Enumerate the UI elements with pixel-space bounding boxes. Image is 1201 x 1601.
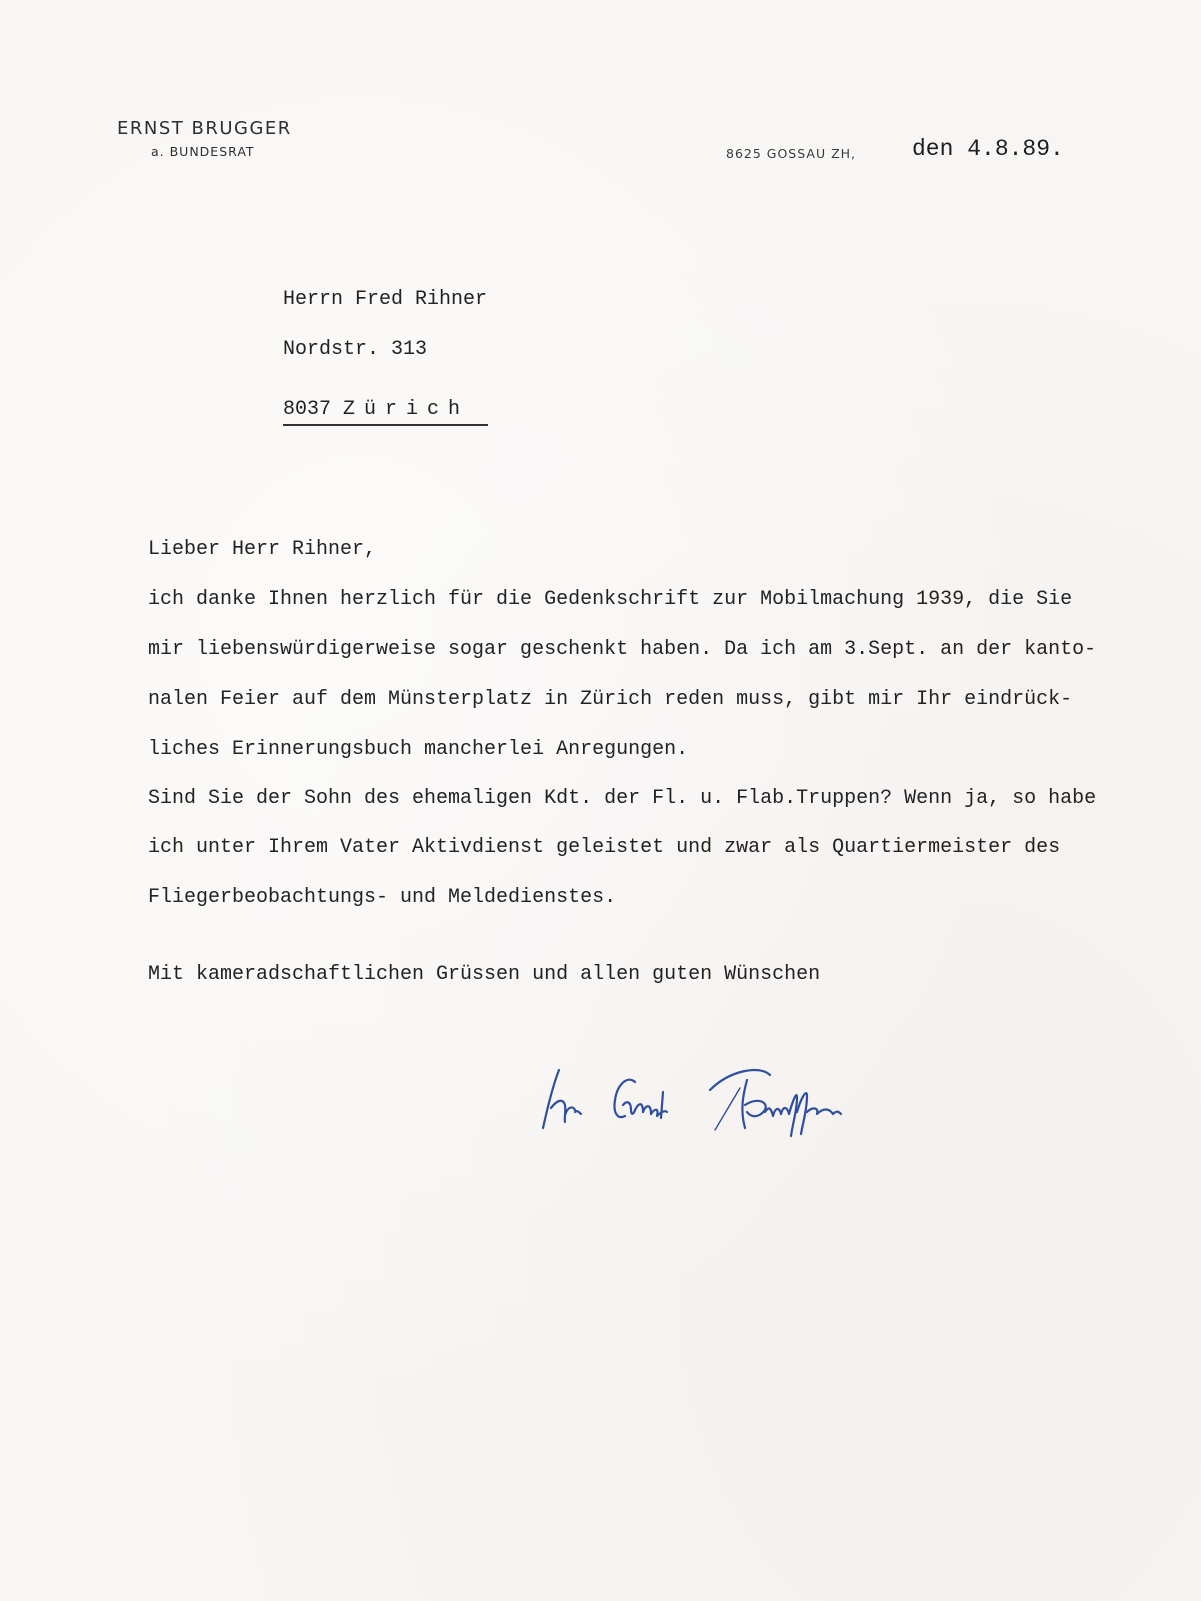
body-line: Fliegerbeobachtungs- und Meldedienstes. — [148, 886, 617, 909]
letterhead-name: ERNST BRUGGER — [117, 118, 292, 139]
recipient-name: Herrn Fred Rihner — [283, 288, 488, 311]
salutation: Lieber Herr Rihner, — [148, 538, 377, 561]
recipient-postal-code: 8037 — [283, 398, 332, 421]
recipient-city-line — [283, 400, 469, 420]
body-line: nalen Feier auf dem Münsterplatz in Zürich reden muss, gibt mir Ihr eindrück- — [148, 688, 1073, 711]
body-line: liches Erinnerungsbuch mancherlei Anregungen. — [148, 738, 689, 761]
body-line: Sind Sie der Sohn des ehemaligen Kdt. der Fl. u. Flab.Truppen? Wenn ja, so habe — [148, 787, 1097, 810]
signature-icon — [535, 1050, 935, 1140]
city-underline — [283, 424, 488, 426]
body-line: ich unter Ihrem Vater Aktivdienst geleistet und zwar als Quartiermeister des — [148, 836, 1061, 859]
body-line: ich danke Ihnen herzlich für die Gedenkschrift zur Mobilmachung 1939, die Sie — [148, 588, 1073, 611]
letterhead-place: 8625 GOSSAU ZH, — [726, 146, 857, 161]
recipient-street: Nordstr. 313 — [283, 338, 428, 361]
closing: Mit kameradschaftlichen Grüssen und allen guten Wünschen — [148, 963, 821, 986]
recipient-city: Zürich — [343, 398, 470, 421]
letterhead-title: a. BUNDESRAT — [151, 144, 255, 159]
body-line: mir liebenswürdigerweise sogar geschenkt haben. Da ich am 3.Sept. an der kanto- — [148, 638, 1097, 661]
letter-date: den 4.8.89. — [912, 136, 1064, 162]
